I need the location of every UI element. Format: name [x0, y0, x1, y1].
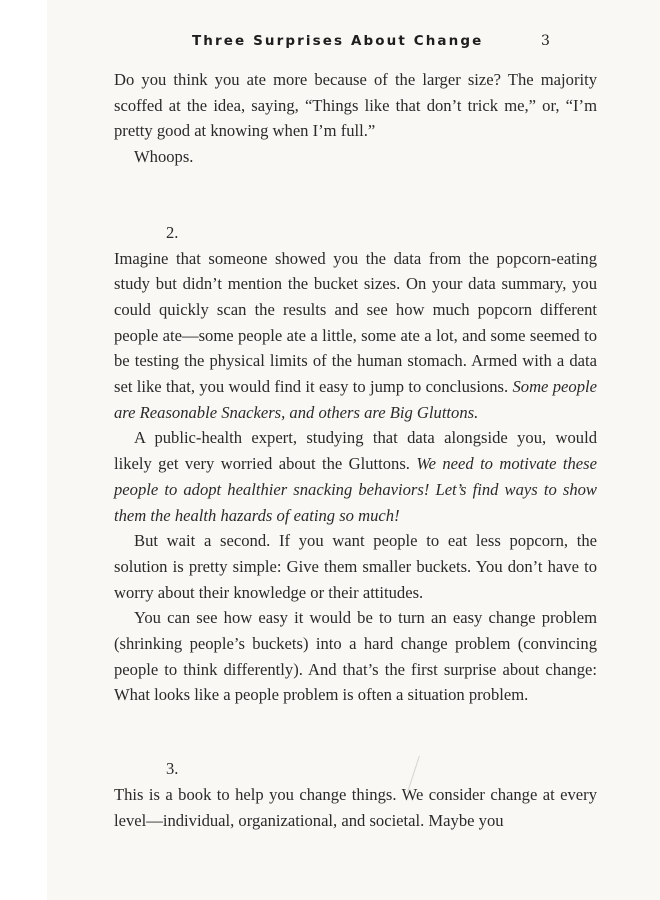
italic-thought: We need to motivate these people to adopt healthier snacking behaviors! Let’s find ways to show them the health hazards of eating so much!	[114, 454, 597, 525]
paragraph: Whoops.	[134, 147, 194, 167]
paragraph-text: A public-health expert, studying that data alongside you, would likely get very worried about the Gluttons.	[114, 428, 597, 474]
section-break	[114, 708, 597, 756]
italic-thought: Some people are Reasonable Snackers, and others are Big Gluttons.	[114, 377, 597, 422]
book-page	[47, 0, 660, 900]
paragraph-text: Imagine that someone showed you the data from the popcorn-eating study but didn’t mention the bucket sizes. On your data summary, you could quickly scan the results and see how much popcorn different people ate—some people ate a little, some ate a lot, and some seemed to be testing the physical limits of the human stomach. Armed with a data set like that, you would find it easy to jump to conclusions.	[114, 248, 597, 397]
paragraph: Do you think you ate more because of the larger size? The majority scoffed at the idea, saying, “Things like that don’t trick me,” or, “I’m pretty good at knowing when I’m full.”	[114, 70, 597, 141]
paragraph	[114, 425, 597, 528]
running-title: Three Surprises About Change	[192, 33, 484, 49]
paragraph	[114, 246, 597, 426]
section-number: 3.	[166, 759, 179, 779]
section-break	[114, 170, 597, 220]
body-text	[114, 67, 597, 833]
paragraph: This is a book to help you change things. We consider change at every level—individual, organizational, and societal. Maybe you	[114, 784, 597, 830]
running-head	[47, 33, 660, 53]
paragraph: You can see how easy it would be to turn an easy change problem (shrinking people’s buckets) into a hard change problem (convincing people to think differently). And that’s the first surprise about change: What looks like a people problem is often a situation problem.	[114, 608, 597, 705]
paragraph: But wait a second. If you want people to eat less popcorn, the solution is pretty simple: Give them smaller buckets. You don’t have to worry about their knowledge or their attitudes.	[114, 531, 597, 602]
page-number: 3	[541, 33, 550, 49]
section-number: 2.	[166, 222, 179, 242]
